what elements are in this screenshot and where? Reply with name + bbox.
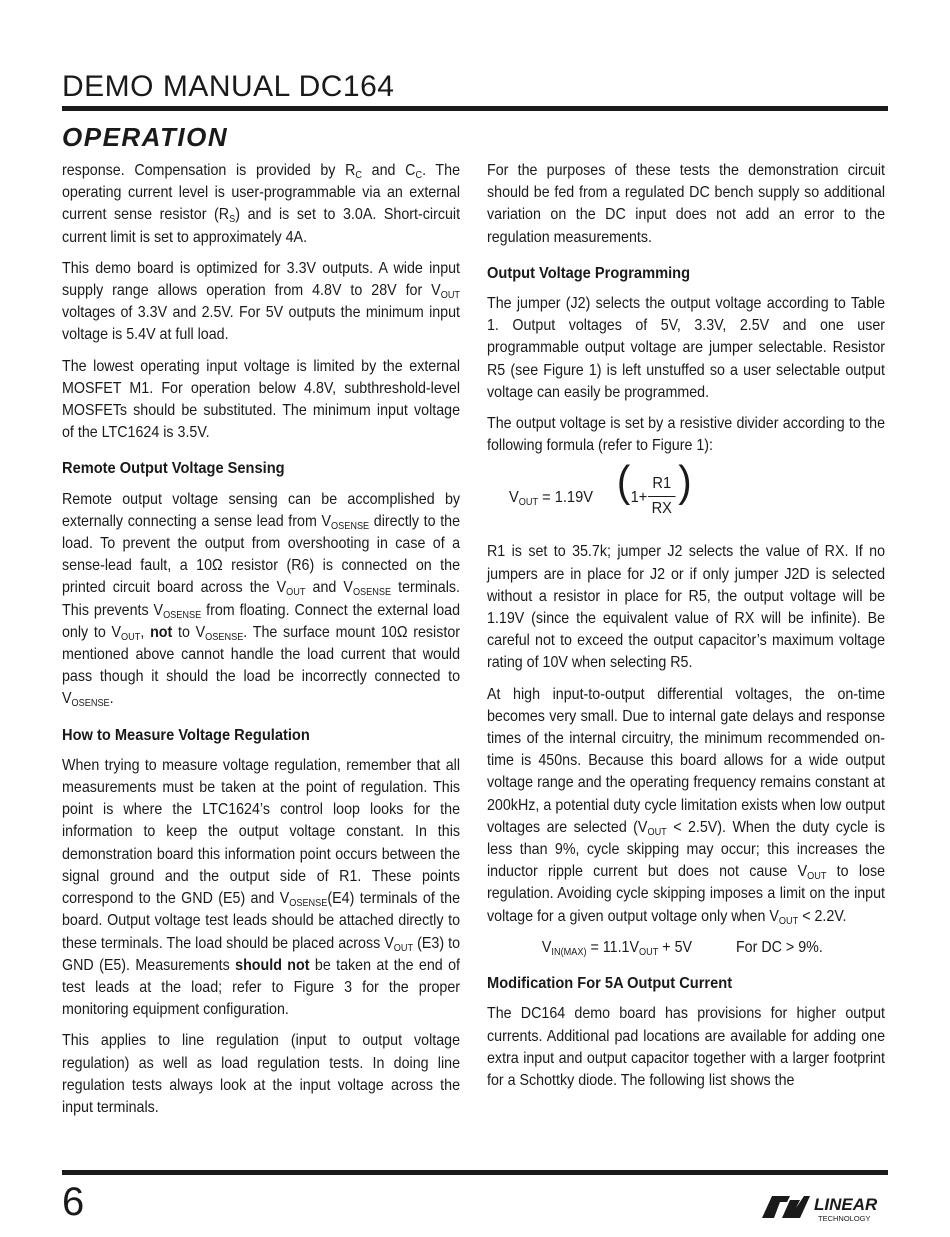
paragraph: The output voltage is set by a resistive divider according to the following formula (refer to Figure 1):	[487, 415, 886, 455]
section-title: OPERATION	[62, 122, 229, 152]
paragraph: For the purposes of these tests the demonstration circuit should be fed from a regulated DC bench supply so additional variation on the DC input does not add an error to the regulation measurements.	[487, 162, 886, 246]
footer-rule	[62, 1170, 888, 1175]
paragraph: The DC164 demo board has provisions for higher output currents. Additional pad locations are available for adding one extra input and output capacitor together with a larger footprint for a Schottky diode. The following list shows the	[487, 1005, 886, 1089]
vout-formula	[508, 457, 893, 527]
paragraph: This applies to line regulation (input to output voltage regulation) as well as load regulation tests. In doing line regulation tests always look at the input voltage across the input terminals.	[62, 1032, 461, 1116]
subheading: How to Measure Voltage Regulation	[62, 726, 310, 744]
header-rule	[62, 106, 888, 111]
paragraph: At high input-to-output differential voltages, the on-time becomes very small. Due to internal gate delays and response times of the internal circuitry, the minimum recommended on-time is 450ns. Because this board allows for a wide output voltage range and the operating frequency remains constant at 200kHz, a potential duty cycle limitation exists when low output voltages are selected $(V_{OUT} < 2.5V)$. When the duty cycle is less than 9%, cycle skipping may occur; this increases the inductor ripple current but does not cause $V_{OUT}$ to lose regulation. Avoiding cycle skipping imposes a limit on the input voltage for a given output voltage only when $V_{OUT} < 2.2V$.	[487, 685, 886, 927]
formula-right-paren: )	[678, 457, 692, 507]
manual-title: DEMO MANUAL DC164	[62, 70, 395, 103]
paragraph: The lowest operating input voltage is limited by the external MOSFET M1. For operation below 4.8V, subthreshold-level MOSFETs should be substituted. The minimum input voltage of the LTC1624 is 3.5V.	[62, 357, 461, 442]
formula-one: 1+	[630, 489, 648, 507]
subheading: Modification For 5A Output Current	[487, 975, 733, 993]
formula-lhs: $V_{OUT} = 1.19V$	[508, 489, 593, 509]
logo-subtext: TECHNOLOGY	[818, 1214, 871, 1223]
formula-numerator: R1	[652, 475, 672, 493]
subheading: Remote Output Voltage Sensing	[62, 460, 285, 478]
page-number: 6	[62, 1180, 85, 1224]
paragraph: The jumper (J2) selects the output voltage according to Table 1. Output voltages of 5V, 3.3V, 2.5V and one user programmable output voltage are jumper selectable. Resistor R5 (see Figure 1) is left unstuffed so a user selectable output voltage can easily be programmed.	[487, 295, 886, 401]
linear-technology-logo	[760, 1188, 890, 1224]
paragraph: This demo board is optimized for 3.3V outputs. A wide input supply range allows operation from 4.8V to 28V for $V_{OUT}$ voltages of 3.3V and 2.5V. For 5V outputs the minimum input voltage is 5.4V at full load.	[62, 259, 461, 344]
fraction-bar	[648, 496, 675, 497]
paragraph: R1 is set to 35.7k; jumper J2 selects the value of RX. If no jumpers are in place for J2 or if only jumper J2D is selected without a resistor in place for R5, the output voltage will be 1.19V (since the equivalent value of RX will be infinite). Be careful not to exceed the output capacitor’s maximum voltage rating of 10V when selecting R5.	[487, 543, 886, 672]
right-column	[487, 160, 886, 1101]
paragraph: Remote output voltage sensing can be accomplished by externally connecting a sense lead from $V_{OSENSE}$ directly to the load. To prevent the output from overshooting in case of a sense-lead fault, a 10Ω resistor (R6) is connected on the printed circuit board across the $V_{OUT}$ and $V_{OSENSE}$ terminals. This prevents $V_{OSENSE}$ from floating. Connect the external load only to $V_{OUT}$, not to $V_{OSENSE}$. The surface mount 10Ω resistor mentioned above cannot handle the load current that would pass though it should the load be incorrectly connected to $V_{OSENSE}$.	[62, 490, 461, 710]
paragraph: When trying to measure voltage regulation, remember that all measurements must be taken at the point of regulation. This point is where the LTC1624’s control loop looks for the information to keep the output voltage constant. In this demonstration board this information point occurs between the signal ground and the output side of R1. These points correspond to the GND (E5) and $V_{OSENSE}(E4)$ terminals of the board. Output voltage test leads should be attached directly to these terminals. The load should be placed across $V_{OUT}$ (E3) to GND (E5). Measurements should not be taken at the end of test leads at the load; refer to Figure 3 for the proper monitoring equipment configuration.	[62, 756, 461, 1019]
paragraph: response. Compensation is provided by $R_C$ and $C_C$. The operating current level is user-programmable via an external current sense resistor $(R_S)$ and is set to 3.0A. Short-circuit current limit is set to approximately 4A.	[62, 162, 461, 246]
formula-left-paren: (	[616, 457, 631, 507]
subheading: Output Voltage Programming	[487, 264, 691, 282]
left-column	[62, 160, 461, 1128]
vin-max-equation: $V_{IN(MAX)} = 11.1V_{OUT} + 5V$ For DC > 9%.	[541, 938, 823, 958]
logo-wordmark: LINEAR	[814, 1195, 878, 1214]
logo-mark-icon	[762, 1196, 810, 1218]
vin-condition: For DC > 9%.	[735, 938, 823, 956]
formula-denominator: RX	[651, 500, 672, 518]
formula-fraction	[648, 473, 675, 520]
